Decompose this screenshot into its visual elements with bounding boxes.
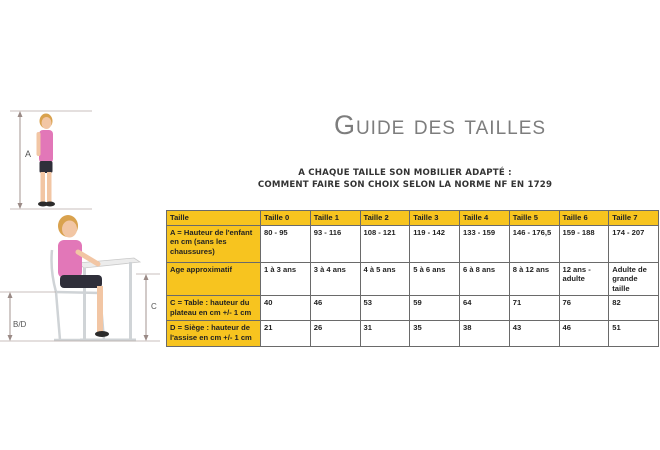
size-illustration	[0, 0, 170, 360]
table-cell: 80 - 95	[261, 225, 311, 262]
table-header-cell: Taille 1	[310, 211, 360, 226]
subtitle-line-1: A CHAQUE TAILLE SON MOBILIER ADAPTÉ :	[298, 168, 512, 178]
table-cell: 26	[310, 321, 360, 347]
table-cell: 71	[509, 296, 559, 321]
table-cell: 31	[360, 321, 410, 347]
table-header-cell: Taille	[167, 211, 261, 226]
table-cell: 12 ans - adulte	[559, 262, 609, 296]
table-header-cell: Taille 6	[559, 211, 609, 226]
table-cell: 146 - 176,5	[509, 225, 559, 262]
row-label: C = Table : hauteur du plateau en cm +/- 1 cm	[167, 296, 261, 321]
table-cell: 93 - 116	[310, 225, 360, 262]
table-row-seat-height	[167, 321, 659, 347]
page-title: Guide des tailles	[333, 110, 547, 140]
subtitle-line-2: COMMENT FAIRE SON CHOIX SELON LA NORME NF EN 1729	[257, 180, 553, 190]
table-cell: 64	[460, 296, 510, 321]
table-cell: 43	[509, 321, 559, 347]
table-header-cell: Taille 0	[261, 211, 311, 226]
row-label: A = Hauteur de l'enfant en cm (sans les chaussures)	[167, 225, 261, 262]
table-cell: 6 à 8 ans	[460, 262, 510, 296]
table-cell: 82	[609, 296, 659, 321]
table-cell: Adulte de grande taille	[609, 262, 659, 296]
dimension-c-label: C	[151, 302, 157, 311]
row-label: D = Siège : hauteur de l'assise en cm +/- 1 cm	[167, 321, 261, 347]
table-cell: 46	[310, 296, 360, 321]
table-cell: 76	[559, 296, 609, 321]
table-row-table-height	[167, 296, 659, 321]
row-label: Age approximatif	[167, 262, 261, 296]
table-cell: 21	[261, 321, 311, 347]
table-cell: 1 à 3 ans	[261, 262, 311, 296]
page-subtitle	[255, 167, 555, 191]
table-header-row	[167, 211, 659, 226]
table-header-cell: Taille 3	[410, 211, 460, 226]
table-cell: 174 - 207	[609, 225, 659, 262]
table-row-age	[167, 262, 659, 296]
standing-child	[37, 114, 56, 207]
table-cell: 40	[261, 296, 311, 321]
table-cell: 51	[609, 321, 659, 347]
table-cell: 35	[410, 321, 460, 347]
table-cell: 53	[360, 296, 410, 321]
table-header-cell: Taille 5	[509, 211, 559, 226]
table-header-cell: Taille 2	[360, 211, 410, 226]
table-cell: 8 à 12 ans	[509, 262, 559, 296]
table-cell: 119 - 142	[410, 225, 460, 262]
size-table	[166, 210, 659, 347]
table-cell: 108 - 121	[360, 225, 410, 262]
dimension-a-label: A	[25, 149, 32, 159]
table-cell: 59	[410, 296, 460, 321]
desk-drawing	[78, 258, 140, 340]
table-cell: 5 à 6 ans	[410, 262, 460, 296]
table-header-cell: Taille 4	[460, 211, 510, 226]
table-cell: 3 à 4 ans	[310, 262, 360, 296]
table-header-cell: Taille 7	[609, 211, 659, 226]
table-cell: 38	[460, 321, 510, 347]
table-cell: 46	[559, 321, 609, 347]
table-cell: 159 - 188	[559, 225, 609, 262]
dimension-bd-label: B/D	[13, 320, 27, 329]
table-row-child-height	[167, 225, 659, 262]
table-cell: 4 à 5 ans	[360, 262, 410, 296]
dimension-bd	[0, 292, 160, 341]
table-cell: 133 - 159	[460, 225, 510, 262]
